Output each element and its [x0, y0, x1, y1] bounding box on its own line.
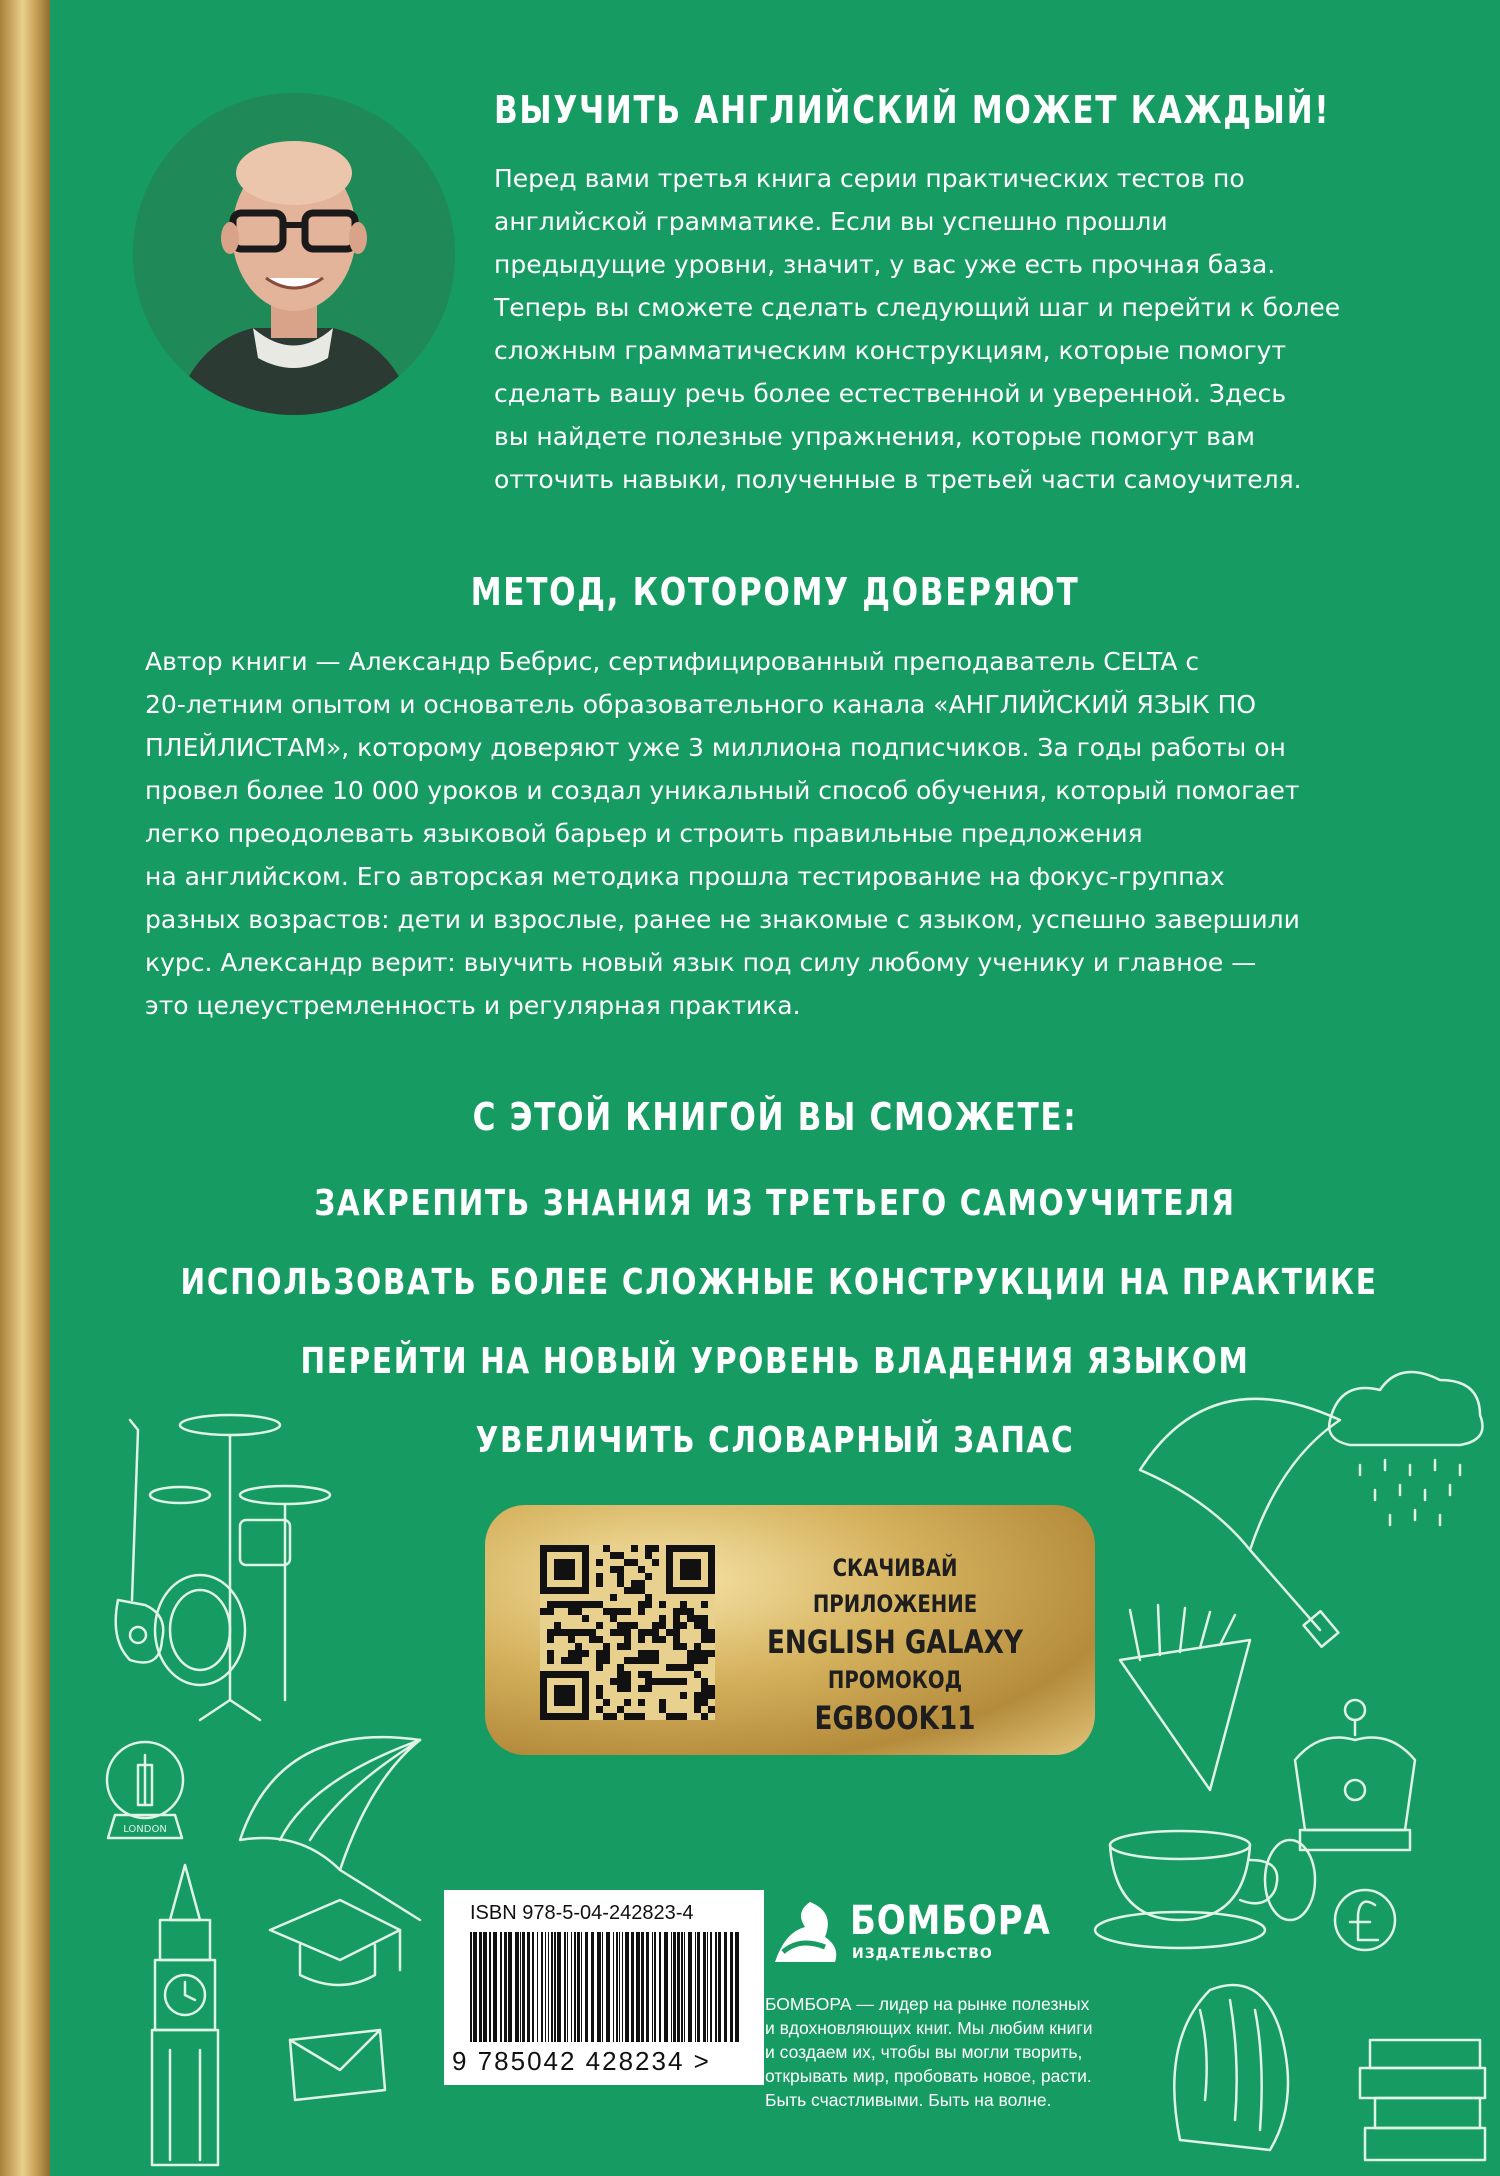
benefit-item: ИСПОЛЬЗОВАТЬ БОЛЕЕ СЛОЖНЫЕ КОНСТРУКЦИИ НА ПРАКТИКЕ [180, 1262, 1378, 1303]
promo-line: ПРИЛОЖЕНИЕ [812, 1590, 978, 1618]
method-line: Автор книги — Александр Бебрис, сертифицированный преподаватель CELTA с [145, 647, 1200, 676]
pound-sign-doodle-icon [1330, 1880, 1400, 1960]
isbn-barcode-card [444, 1890, 764, 2085]
publisher-about-line: открывать мир, пробовать новое, расти. [765, 2066, 1092, 2086]
app-promo-badge [485, 1505, 1095, 1755]
method-line: курс. Александр верит: выучить новый язык под силу любому ученику и главное — [145, 948, 1257, 977]
benefit-item: УВЕЛИЧИТЬ СЛОВАРНЫЙ ЗАПАС [475, 1420, 1075, 1461]
intro-line: Теперь вы сможете сделать следующий шаг и перейти к более [494, 293, 1341, 322]
publisher-about-line: Быть счастливыми. Быть на волне. [765, 2090, 1052, 2110]
bombora-wave-logo-icon [765, 1892, 845, 1972]
promo-code: EGBOOK11 [814, 1699, 976, 1737]
barcode-digits: 9 785042 428234 > [452, 2046, 711, 2076]
barcode-icon [466, 1932, 746, 2042]
author-photo [133, 93, 455, 415]
teacup-doodle-icon [1090, 1820, 1320, 1960]
intro-line: английской грамматике. Если вы успешно прошли [494, 207, 1168, 236]
intro-line: сложным грамматическим конструкциям, которые помогут [494, 336, 1287, 365]
method-line: разных возрастов: дети и взрослые, ранее не знакомые с языком, успешно завершили [145, 905, 1300, 934]
graduation-cap-doodle-icon [260, 1890, 410, 2120]
qr-code[interactable] [540, 1545, 715, 1720]
headline-anyone-can-learn: ВЫУЧИТЬ АНГЛИЙСКИЙ МОЖЕТ КАЖДЫЙ! [494, 88, 1331, 132]
intro-line: предыдущие уровни, значит, у вас уже есть прочная база. [494, 250, 1276, 279]
publisher-subtitle: ИЗДАТЕЛЬСТВО [852, 1946, 993, 1962]
promo-line: СКАЧИВАЙ [832, 1554, 958, 1582]
intro-line: отточить навыки, полученные в третьей части самоучителя. [494, 465, 1302, 494]
back-cover [50, 0, 1500, 2176]
promo-app-name: ENGLISH GALAXY [766, 1623, 1023, 1661]
headline-trusted-method: МЕТОД, КОТОРОМУ ДОВЕРЯЮТ [470, 570, 1080, 614]
snow-globe-label: LONDON [123, 1824, 167, 1835]
method-line: ПЛЕЙЛИСТАМ», которому доверяют уже 3 миллиона подписчиков. За годы работы он [145, 733, 1286, 762]
big-ben-doodle-icon [130, 1860, 240, 2170]
intro-line: Перед вами третья книга серии практических тестов по [494, 164, 1245, 193]
benefit-item: ПЕРЕЙТИ НА НОВЫЙ УРОВЕНЬ ВЛАДЕНИЯ ЯЗЫКОМ [300, 1341, 1250, 1382]
promo-text [764, 1550, 1026, 1738]
method-line: провел более 10 000 уроков и создал уникальный способ обучения, который помогает [145, 776, 1300, 805]
drum-kit-guitar-doodle-icon [90, 1400, 390, 1730]
method-line: это целеустремленность и регулярная практика. [145, 991, 801, 1020]
fish-and-chips-doodle-icon [1100, 1600, 1270, 1800]
method-line: на английском. Его авторская методика прошла тестирование на фокус-группах [145, 862, 1225, 891]
publisher-about [765, 1992, 1185, 2112]
headline-with-this-book: С ЭТОЙ КНИГОЙ ВЫ СМОЖЕТЕ: [472, 1095, 1078, 1139]
method-line: легко преодолевать языковой барьер и строить правильные предложения [145, 819, 1143, 848]
method-paragraph [145, 640, 1300, 1027]
publisher-about-line: БОМБОРА — лидер на рынке полезных [765, 1994, 1090, 2014]
intro-line: сделать вашу речь более естественной и уверенной. Здесь [494, 379, 1287, 408]
publisher-about-line: и создаем их, чтобы вы могли творить, [765, 2042, 1083, 2062]
guard-hat-books-doodle-icon [1160, 1950, 1500, 2170]
intro-paragraph [494, 157, 1340, 501]
london-snow-globe-doodle-icon [90, 1730, 200, 1850]
intro-line: вы найдете полезные упражнения, которые помогут вам [494, 422, 1256, 451]
publisher-about-line: и вдохновляющих книг. Мы любим книги [765, 2018, 1093, 2038]
method-line: 20-летним опытом и основатель образовательного канала «АНГЛИЙСКИЙ ЯЗЫК ПО [145, 690, 1257, 719]
gold-spine-strip [0, 0, 50, 2176]
promo-line: ПРОМОКОД [827, 1666, 963, 1694]
publisher-name: БОМБОРА [850, 1898, 1051, 1944]
benefit-item: ЗАКРЕПИТЬ ЗНАНИЯ ИЗ ТРЕТЬЕГО САМОУЧИТЕЛЯ [314, 1183, 1236, 1224]
isbn-number: ISBN 978-5-04-242823-4 [470, 1902, 694, 1924]
